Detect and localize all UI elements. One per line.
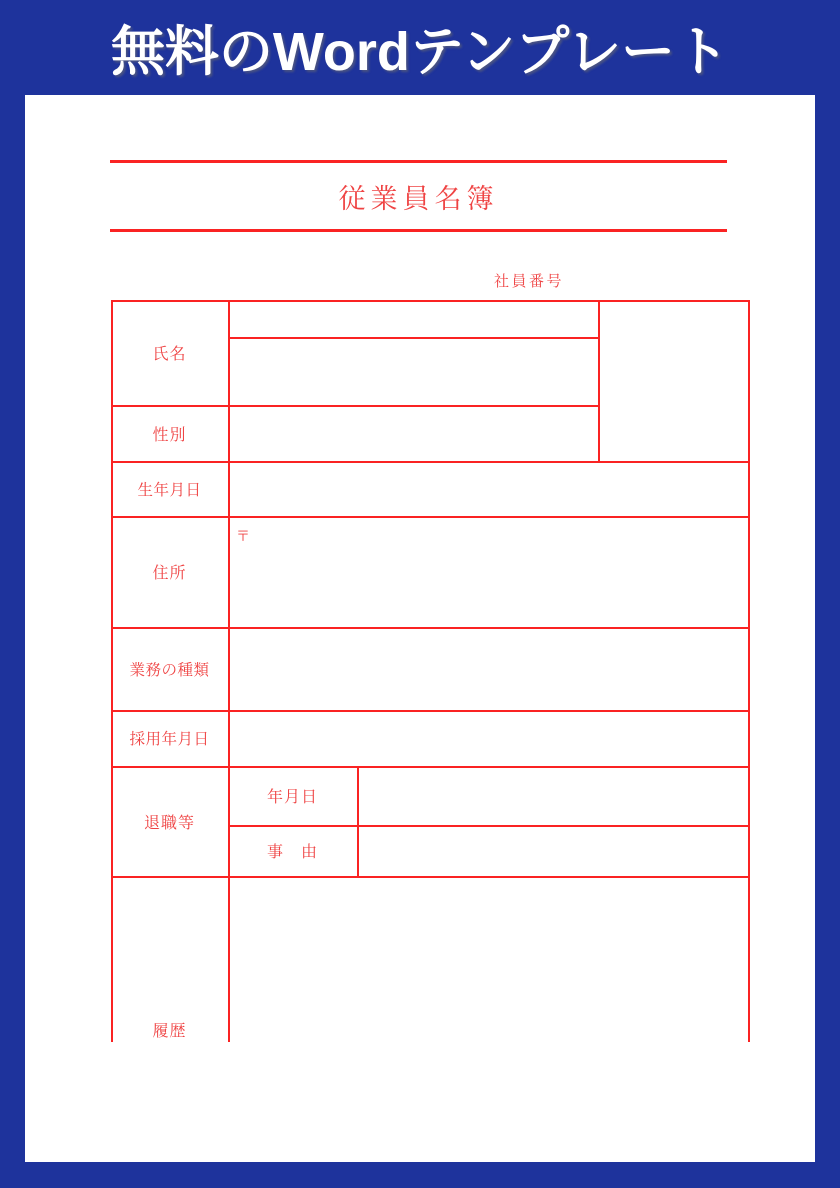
name-cell	[230, 339, 596, 403]
table-right-border	[748, 300, 750, 1042]
postal-mark: 〒	[236, 528, 250, 544]
birthdate-cell	[230, 463, 746, 514]
address-cell	[230, 518, 746, 625]
gender-cell	[230, 407, 596, 459]
employee-no-cell	[600, 302, 746, 459]
row-label-retirement: 退職等	[143, 814, 195, 832]
title-rule-top	[110, 160, 727, 163]
row-label-name: 氏名	[152, 346, 187, 363]
history-cell	[230, 878, 746, 1042]
row-label-history: 履歴	[152, 1022, 187, 1040]
title-rule-bottom	[110, 229, 727, 232]
row-label-retirement-reason: 事 由	[266, 844, 318, 861]
job-type-cell	[230, 629, 746, 708]
row-label-retirement-date: 年月日	[266, 789, 318, 806]
site-banner	[0, 0, 840, 95]
row-label-job-type: 業務の種類	[129, 661, 210, 679]
retirement-date-cell	[359, 768, 746, 823]
employee-no-label: 社員番号	[494, 273, 565, 290]
row-label-birthdate: 生年月日	[137, 481, 202, 499]
name-furigana-cell	[230, 302, 596, 336]
site-banner-title: 無料のWordテンプレート	[110, 22, 730, 82]
row-label-hire-date: 採用年月日	[129, 731, 210, 748]
row-label-address: 住所	[152, 565, 187, 582]
row-label-gender: 性別	[152, 426, 187, 444]
hire-date-cell	[230, 712, 746, 764]
retirement-reason-cell	[359, 827, 746, 874]
document-title: 従業員名簿	[338, 183, 499, 214]
